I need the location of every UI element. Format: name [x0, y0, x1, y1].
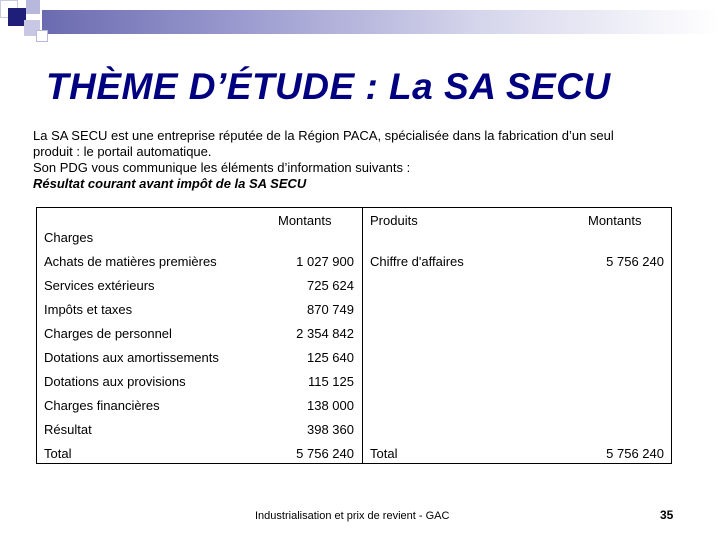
total-produits-amount: 5 756 240	[606, 446, 664, 461]
charge-amount: 725 624	[307, 278, 354, 293]
intro-line: La SA SECU est une entreprise réputée de la Région PACA, spécialisée dans la fabrication d’un seul	[33, 128, 614, 143]
header-montants-charges: Montants	[278, 213, 332, 228]
footer-text: Industrialisation et prix de revient - GAC	[255, 510, 450, 522]
slide-title: THÈME D’ÉTUDE : La SA SECU	[46, 66, 611, 107]
intro-text	[33, 128, 693, 192]
total-charges-label: Total	[44, 446, 72, 461]
charge-label: Achats de matières premières	[44, 254, 217, 269]
header-band	[42, 10, 720, 34]
charge-label: Charges de personnel	[44, 326, 172, 341]
charge-amount: 138 000	[307, 398, 354, 413]
total-charges-amount: 5 756 240	[296, 446, 354, 461]
charge-amount: 398 360	[307, 422, 354, 437]
charge-label: Services extérieurs	[44, 278, 155, 293]
charge-label: Dotations aux amortissements	[44, 350, 219, 365]
total-produits-label: Total	[370, 446, 398, 461]
charge-label: Charges financières	[44, 398, 160, 413]
table-divider	[362, 207, 363, 464]
intro-line: produit : le portail automatique.	[33, 144, 212, 159]
produit-label: Chiffre d'affaires	[370, 254, 464, 269]
intro-line: Son PDG vous communique les éléments d’information suivants :	[33, 160, 411, 175]
page-number: 35	[660, 508, 674, 522]
header-montants-produits: Montants	[588, 213, 642, 228]
charge-amount: 115 125	[307, 374, 354, 389]
table-caption: Résultat courant avant impôt de la SA SECU	[33, 176, 307, 191]
charge-amount: 125 640	[307, 350, 354, 365]
charge-label: Dotations aux provisions	[44, 374, 186, 389]
decorative-square	[36, 30, 48, 42]
decorative-square	[26, 0, 40, 14]
produit-amount: 5 756 240	[606, 254, 664, 269]
charge-label: Résultat	[44, 422, 92, 437]
header-produits: Produits	[370, 213, 418, 228]
charge-label: Impôts et taxes	[44, 302, 133, 317]
charge-amount: 870 749	[307, 302, 354, 317]
header-charges: Charges	[44, 230, 94, 245]
charge-amount: 1 027 900	[296, 254, 354, 269]
charge-amount: 2 354 842	[296, 326, 354, 341]
